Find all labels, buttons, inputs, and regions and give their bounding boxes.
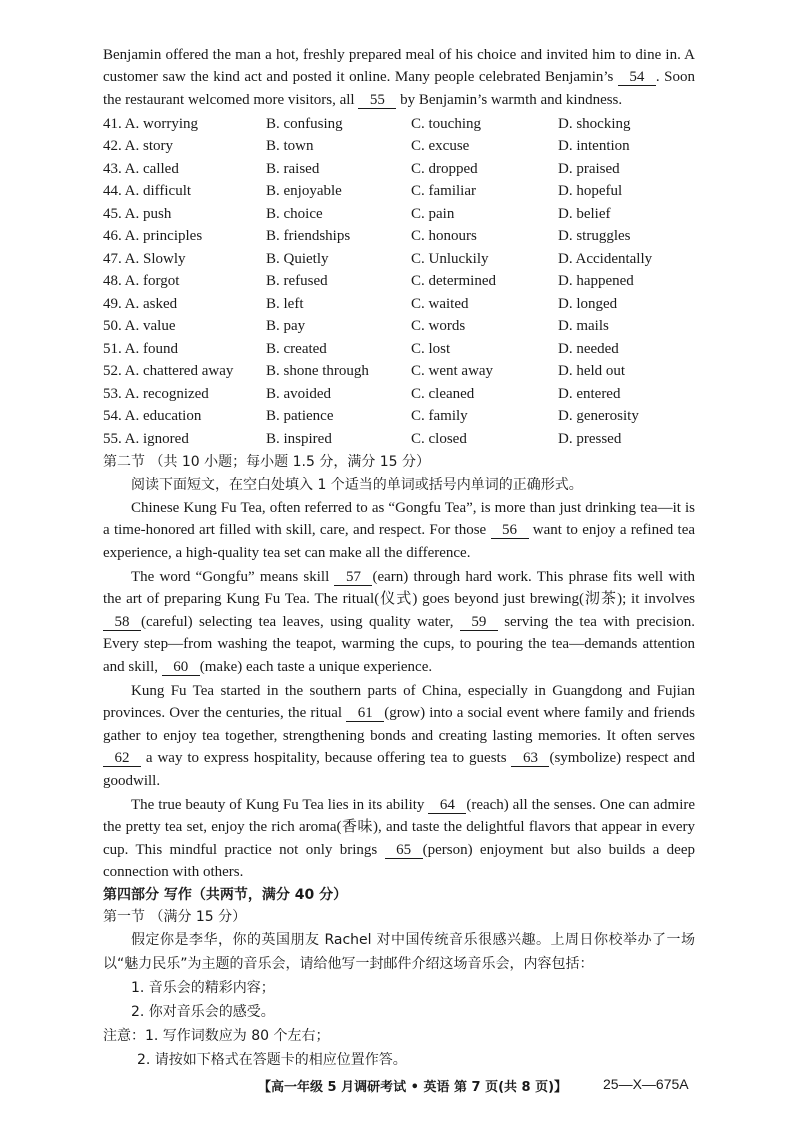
option-row: [103, 316, 695, 339]
paragraph-text: (reach) all the senses. One can admire the pretty tea set, enjoy the rich aroma(香味), and taste the delightful flavors that appear in every cup. This mindful practice not only brings: [103, 797, 696, 858]
option-c: C. went away: [411, 363, 494, 380]
option-b: B. avoided: [266, 385, 331, 402]
option-d: D. generosity: [558, 408, 639, 425]
writing-prompt: 假定你是李华，你的英国朋友 Rachel 对中国传统音乐很感兴趣。上周日你校举办了一场以“魅力民乐”为主题的音乐会，请给他写一封邮件介绍这场音乐会，内容包括：: [103, 931, 695, 972]
writing-note-2: 2. 请按如下格式在答题卡的相应位置作答。: [137, 1051, 407, 1068]
option-a: 51. A. found: [103, 340, 178, 357]
option-d: D. mails: [558, 318, 609, 335]
section2-heading: 第二节 （共 10 小题；每小题 1.5 分，满分 15 分）: [103, 453, 431, 470]
part4-section1-heading: 第一节 （满分 15 分）: [103, 908, 247, 925]
option-row: [103, 181, 695, 204]
blank-57: 57: [334, 569, 372, 586]
paragraph-text: a way to express hospitality, because offering tea to guests: [145, 750, 507, 767]
option-d: D. belief: [558, 205, 611, 222]
option-d: D. hopeful: [558, 183, 623, 200]
paragraph-text: Kung Fu Tea started in the southern parts of China, especially in Guangdong and Fujian provinces. Over the centuries, the ritual: [103, 682, 695, 722]
writing-note-1: 注意：1. 写作词数应为 80 个左右；: [103, 1027, 330, 1044]
option-row: [103, 428, 695, 451]
paragraph-text: (grow) into a social event where family and friends gather to enjoy tea together, strengthening bonds and creating lasting memories. It often serves: [103, 705, 696, 744]
option-row: [103, 158, 695, 181]
option-a: 50. A. value: [103, 318, 176, 335]
writing-point-2: 2. 你对音乐会的感受。: [131, 1003, 275, 1020]
blank-61: 61: [346, 705, 384, 722]
option-b: B. created: [266, 340, 327, 357]
blank-58: 58: [103, 614, 141, 631]
footer-code: 25—X—675A: [603, 1076, 689, 1092]
paragraph-text: want to enjoy a refined tea experience, a high-quality tea set can make all the difference.: [103, 522, 696, 561]
option-c: C. determined: [411, 273, 496, 290]
option-row: [103, 113, 695, 136]
option-c: C. closed: [411, 430, 467, 447]
paragraph-text: The true beauty of Kung Fu Tea lies in its ability: [131, 797, 425, 813]
option-a: 46. A. principles: [103, 228, 203, 245]
option-a: 48. A. forgot: [103, 273, 180, 290]
option-row: [103, 338, 695, 361]
paragraph-text: (symbolize) respect and goodwill.: [103, 750, 696, 789]
option-b: B. patience: [266, 408, 334, 425]
blank-55: 55: [358, 92, 396, 109]
option-d: D. entered: [558, 385, 621, 402]
option-b: B. left: [266, 295, 304, 312]
option-d: D. struggles: [558, 228, 631, 245]
blank-64: 64: [428, 797, 466, 814]
option-b: B. town: [266, 138, 314, 155]
option-b: B. Quietly: [266, 250, 329, 267]
footer-title: 【高一年级 5 月调研考试 • 英语 第 7 页(共 8 页)】: [258, 1080, 568, 1095]
blank-60: 60: [162, 659, 200, 676]
answer-options: [103, 113, 695, 451]
tea-paragraph-3: [103, 680, 695, 792]
option-c: C. words: [411, 318, 466, 335]
section2-instruction: 阅读下面短文，在空白处填入 1 个适当的单词或括号内单词的正确形式。: [131, 476, 583, 493]
blank-59: 59: [460, 614, 498, 631]
paragraph-text: (make) each taste a unique experience.: [199, 658, 433, 675]
option-d: D. shocking: [558, 115, 631, 132]
option-b: B. friendships: [266, 228, 351, 245]
option-c: C. touching: [411, 115, 481, 132]
option-c: C. cleaned: [411, 385, 475, 402]
option-row: [103, 203, 695, 226]
option-c: C. familiar: [411, 183, 476, 200]
writing-point-1: 1. 音乐会的精彩内容；: [131, 979, 275, 996]
option-b: B. pay: [266, 318, 306, 335]
option-b: B. inspired: [266, 430, 332, 447]
option-a: 47. A. Slowly: [103, 250, 186, 267]
option-c: C. family: [411, 408, 468, 425]
paragraph-text: (earn) through hard work. This phrase fits well with the art of preparing Kung Fu Tea. The ritual(仪式) goes beyond just brewing(沏茶); it involves: [103, 568, 695, 608]
option-b: B. refused: [266, 273, 328, 290]
option-c: C. pain: [411, 205, 455, 222]
option-b: B. raised: [266, 160, 320, 177]
option-row: [103, 226, 695, 249]
tea-paragraph-4: [103, 794, 695, 884]
option-a: 54. A. education: [103, 408, 202, 425]
blank-62: 62: [103, 750, 141, 767]
tea-paragraph-2: [103, 566, 695, 678]
option-a: 44. A. difficult: [103, 183, 192, 200]
option-row: [103, 136, 695, 159]
blank-54: 54: [618, 69, 656, 86]
option-row: [103, 271, 695, 294]
option-a: 43. A. called: [103, 160, 179, 177]
option-a: 53. A. recognized: [103, 385, 209, 402]
option-row: [103, 293, 695, 316]
passage-text: . Soon the restaurant welcomed more visitors, all: [103, 69, 696, 108]
passage-text: Benjamin offered the man a hot, freshly prepared meal of his choice and invited him to dine in. A customer saw the kind act and posted it online. Many people celebrated Benjamin’s: [103, 47, 695, 86]
paragraph-text: Chinese Kung Fu Tea, often referred to as “Gongfu Tea”, is more than just drinking tea—it is a time-honored art filled with skill, care, and respect. For those: [103, 499, 695, 539]
tea-paragraph-1: [103, 497, 695, 564]
option-c: C. excuse: [411, 138, 470, 155]
option-c: C. waited: [411, 295, 469, 312]
part4-heading: 第四部分 写作（共两节，满分 40 分）: [103, 886, 348, 903]
paragraph-text: serving the tea with precision. Every step—from washing the teapot, warming the cups, to pouring the tea—demands attention and skill,: [103, 613, 696, 675]
option-b: B. choice: [266, 205, 323, 222]
option-a: 45. A. push: [103, 205, 172, 222]
option-a: 42. A. story: [103, 138, 174, 155]
option-d: D. intention: [558, 138, 630, 155]
option-d: D. held out: [558, 363, 626, 380]
option-a: 52. A. chattered away: [103, 363, 234, 380]
option-d: D. longed: [558, 295, 618, 312]
paragraph-text: The word “Gongfu” means skill: [131, 568, 330, 585]
exam-page: [103, 44, 695, 1072]
option-d: D. needed: [558, 340, 619, 357]
option-row: [103, 248, 695, 271]
passage-tail: [103, 44, 695, 111]
blank-65: 65: [385, 842, 423, 859]
option-a: 41. A. worrying: [103, 115, 198, 132]
blank-63: 63: [511, 750, 549, 767]
option-row: [103, 383, 695, 406]
option-a: 49. A. asked: [103, 295, 178, 312]
option-d: D. pressed: [558, 430, 622, 447]
paragraph-text: (person) enjoyment but also builds a deep connection with others.: [103, 841, 695, 881]
option-row: [103, 361, 695, 384]
option-b: B. shone through: [266, 363, 369, 380]
paragraph-text: (careful) selecting tea leaves, using quality water,: [141, 613, 454, 630]
option-c: C. lost: [411, 340, 451, 357]
option-row: [103, 406, 695, 429]
option-c: C. dropped: [411, 160, 478, 177]
option-d: D. Accidentally: [558, 250, 653, 267]
option-a: 55. A. ignored: [103, 430, 189, 447]
option-b: B. enjoyable: [266, 183, 342, 200]
option-d: D. praised: [558, 160, 620, 177]
passage-text: by Benjamin’s warmth and kindness.: [400, 91, 623, 108]
option-b: B. confusing: [266, 115, 343, 132]
option-c: C. Unluckily: [411, 250, 489, 267]
blank-56: 56: [491, 522, 529, 539]
page-footer: [0, 1074, 800, 1098]
option-d: D. happened: [558, 273, 634, 290]
option-c: C. honours: [411, 228, 477, 245]
